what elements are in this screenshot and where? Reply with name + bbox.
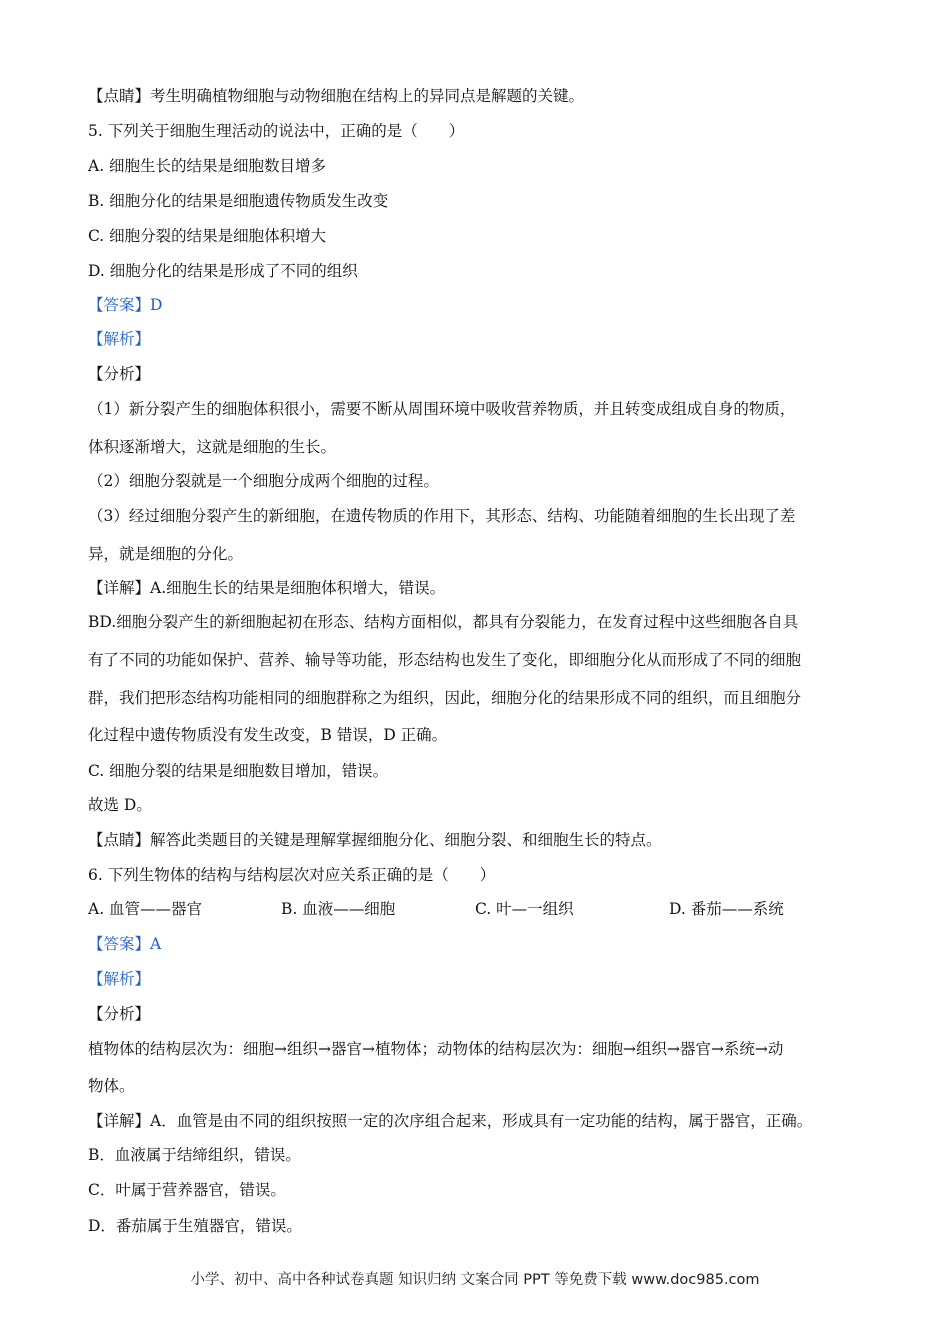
analysis-line-3: 【分析】 — [88, 1005, 151, 1023]
text-line-5: C. 细胞分裂的结果是细胞体积增大 — [88, 227, 327, 245]
text-line-9: 【分析】 — [88, 365, 151, 383]
text-line-21: 故选 D。 — [88, 796, 152, 814]
text-line-1: 【点睛】考生明确植物细胞与动物细胞在结构上的异同点是解题的关键。 — [88, 87, 585, 105]
text-line-18: 群，我们把形态结构功能相同的细胞群称之为组织，因此，细胞分化的结果形成不同的组织，而且细胞分 — [88, 689, 802, 707]
analysis-line-4: 植物体的结构层次为：细胞→组织→器官→植物体；动物体的结构层次为：细胞→组织→器官→系统→动 — [88, 1040, 784, 1058]
analysis-line-7: B．血液属于结缔组织，错误。 — [88, 1146, 301, 1164]
text-line-12: （2）细胞分裂就是一个细胞分成两个细胞的过程。 — [88, 472, 439, 490]
text-line-19: 化过程中遗传物质没有发生改变，B 错误，D 正确。 — [88, 726, 448, 744]
analysis-line-5: 物体。 — [88, 1077, 135, 1095]
text-line-2: 5. 下列关于细胞生理活动的说法中，正确的是（ ） — [88, 122, 465, 140]
text-line-20: C. 细胞分裂的结果是细胞数目增加，错误。 — [88, 762, 389, 780]
text-line-15: 【详解】A.细胞生长的结果是细胞体积增大，错误。 — [88, 579, 446, 597]
text-line-22: 【点睛】解答此类题目的关键是理解掌握细胞分化、细胞分裂、和细胞生长的特点。 — [88, 831, 662, 849]
text-line-6: D. 细胞分化的结果是形成了不同的组织 — [88, 262, 358, 280]
text-line-11: 体积逐渐增大，这就是细胞的生长。 — [88, 438, 337, 456]
text-line-3: A. 细胞生长的结果是细胞数目增多 — [88, 157, 327, 175]
text-line-17: 有了不同的功能如保护、营养、输导等功能，形态结构也发生了变化，即细胞分化从而形成了不同的细胞 — [88, 651, 802, 669]
page-footer: 小学、初中、高中各种试卷真题 知识归纳 文案合同 PPT 等免费下载 www.doc985.com — [190, 1272, 760, 1288]
option-a: A. 血管——器官 — [88, 900, 203, 918]
option-b: B. 血液——细胞 — [281, 900, 396, 918]
text-line-14: 异，就是细胞的分化。 — [88, 545, 244, 563]
analysis-line-8: C．叶属于营养器官，错误。 — [88, 1181, 286, 1199]
option-d: D. 番茄——系统 — [669, 900, 784, 918]
text-line-16: BD.细胞分裂产生的新细胞起初在形态、结构方面相似，都具有分裂能力，在发育过程中这些细胞各自具 — [88, 613, 799, 631]
text-line-8: 【解析】 — [88, 330, 151, 348]
text-line-4: B. 细胞分化的结果是细胞遗传物质发生改变 — [88, 192, 389, 210]
analysis-line-6: 【详解】A．血管是由不同的组织按照一定的次序组合起来，形成具有一定功能的结构，属于器官，正确。 — [88, 1112, 813, 1130]
option-c: C. 叶—一组织 — [475, 900, 574, 918]
text-line-10: （1）新分裂产生的细胞体积很小，需要不断从周围环境中吸收营养物质，并且转变成组成自身的物质， — [88, 400, 796, 418]
analysis-line-2: 【解析】 — [88, 970, 151, 988]
text-line-23: 6. 下列生物体的结构与结构层次对应关系正确的是（ ） — [88, 866, 496, 884]
analysis-line-1: 【答案】A — [88, 935, 162, 953]
text-line-7: 【答案】D — [88, 296, 163, 314]
text-line-13: （3）经过细胞分裂产生的新细胞，在遗传物质的作用下，其形态、结构、功能随着细胞的生长出现了差 — [88, 507, 796, 525]
analysis-line-9: D．番茄属于生殖器官，错误。 — [88, 1217, 302, 1235]
